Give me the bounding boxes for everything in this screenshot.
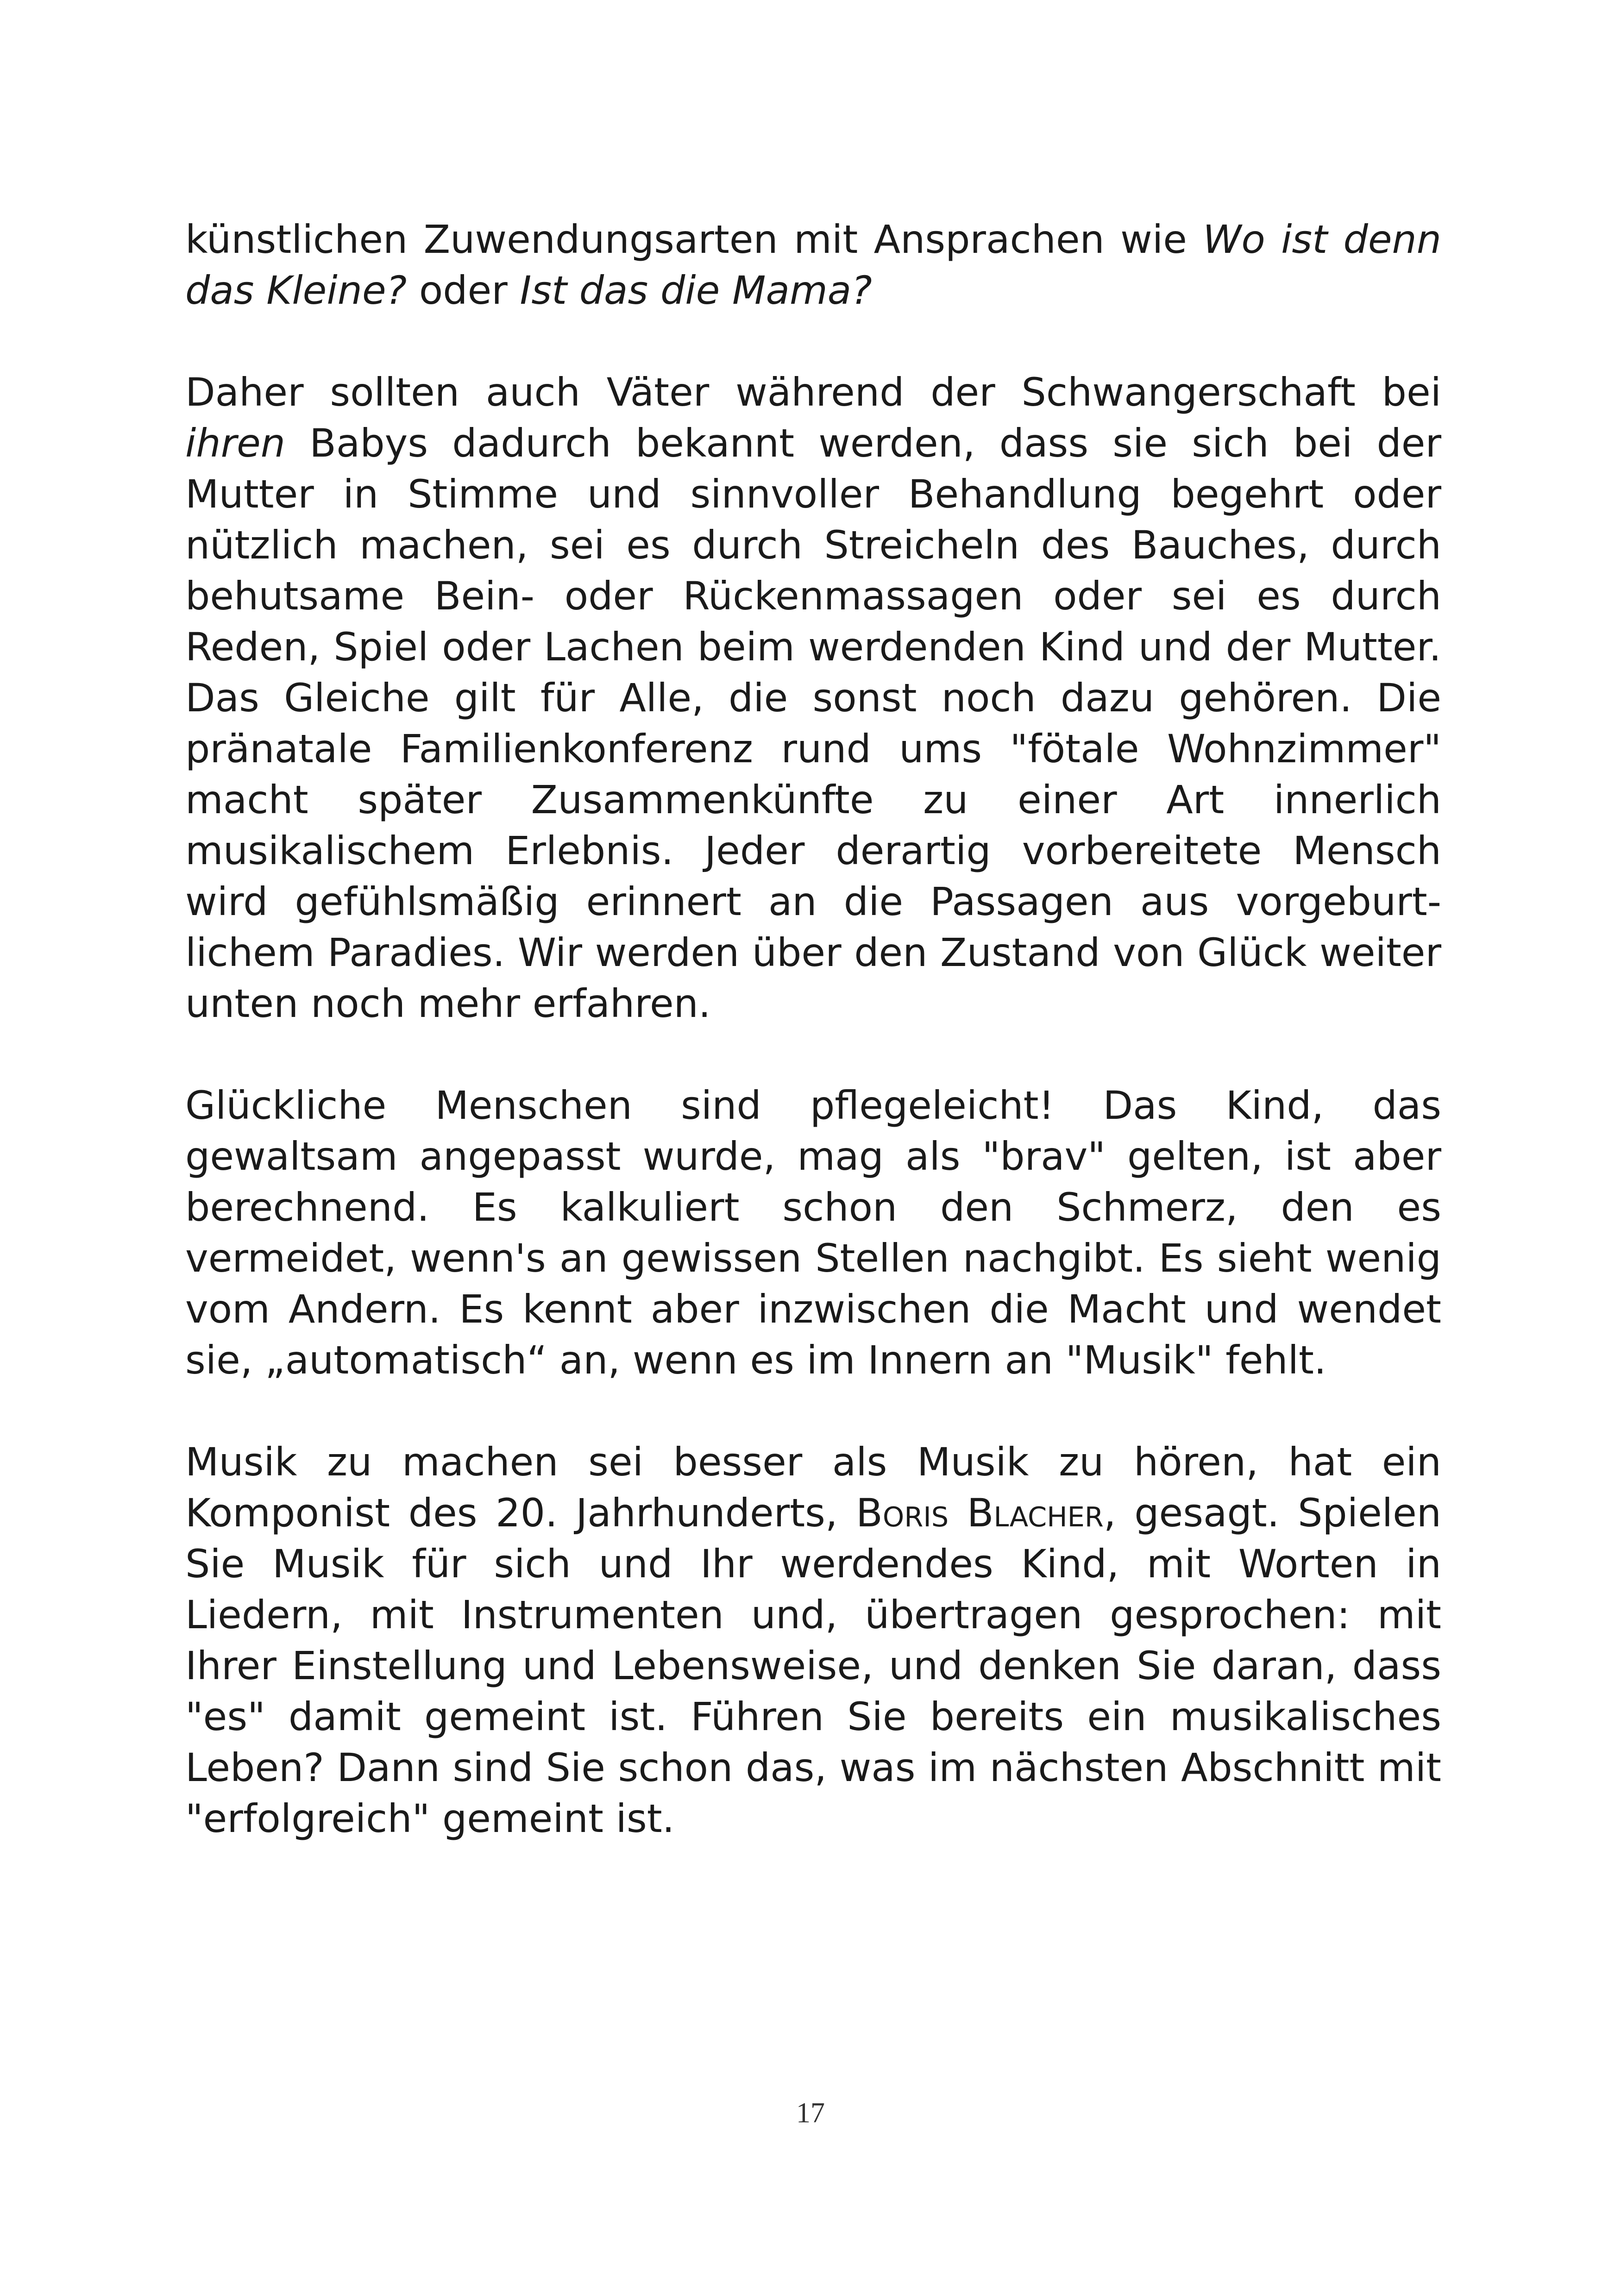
paragraph-4 — [185, 1437, 1441, 1844]
page-number: 17 — [796, 2097, 825, 2129]
italic-quote: Wo ist denn das Kleine? — [185, 217, 1441, 313]
text-span: Daher sollten auch Väter während der Schwangerschaft bei — [185, 370, 1441, 415]
paragraph-1 — [185, 214, 1441, 316]
text-span: Babys dadurch bekannt werden, dass sie sich bei der Mutter in Stimme und sinnvoller Behandlung begehrt oder nützlich machen, sei es durch Streicheln des Bauches, durch behutsame Bein- oder Rückenmassagen oder sei es durch Reden, Spiel oder Lachen beim werdenden Kind und der Mutter. Das Gleiche gilt für Alle, die sonst noch dazu gehören. Die pränatale Familienkonferenz rund ums "fötale Wohnzimmer" macht später Zusammenkünfte zu einer Art innerlich musikalischem Erlebnis. Jeder derartig vorbereitete Mensch wird gefühlsmäßig erinnert an die Passagen aus vorgeburtlichem Paradies. Wir werden über den Zustand von Glück weiter unten noch mehr erfahren. — [185, 420, 1441, 1026]
text-span: künstlichen Zuwendungsarten mit Ansprachen wie — [185, 217, 1203, 262]
text-span: Glückliche Menschen sind pflegeleicht! Das Kind, das gewaltsam angepasst wurde, mag als "brav" gelten, ist aber berechnend. Es kalkuliert schon den Schmerz, den es vermeidet, wenn's an gewissen Stellen nachgibt. Es sieht wenig vom Andern. Es kennt aber inzwischen die Macht und wendet sie, „automatisch“ an, wenn es im Innern an "Musik" fehlt. — [185, 1083, 1441, 1383]
paragraph-3 — [185, 1080, 1441, 1386]
body-text — [185, 214, 1441, 1895]
author-name: Boris Blacher — [856, 1490, 1104, 1536]
text-span: Musik zu machen sei besser als Musik zu hören, hat ein Komponist des 20. Jahrhunderts, — [185, 1439, 1441, 1536]
italic-emphasis: ihren — [185, 420, 286, 466]
italic-quote: Ist das die Mama? — [520, 268, 872, 313]
text-span: oder — [407, 268, 520, 313]
paragraph-2 — [185, 367, 1441, 1029]
text-span: , gesagt. Spielen Sie Musik für sich und Ihr werdendes Kind, mit Worten in Liedern, mit Instrumenten und, übertragen gesprochen: mit Ihrer Einstellung und Lebensweise, und denken Sie daran, dass "es" damit gemeint ist. Führen Sie bereits ein musikalisches Leben? Dann sind Sie schon das, was im nächsten Abschnitt mit "erfolgreich" gemeint ist. — [185, 1490, 1441, 1841]
